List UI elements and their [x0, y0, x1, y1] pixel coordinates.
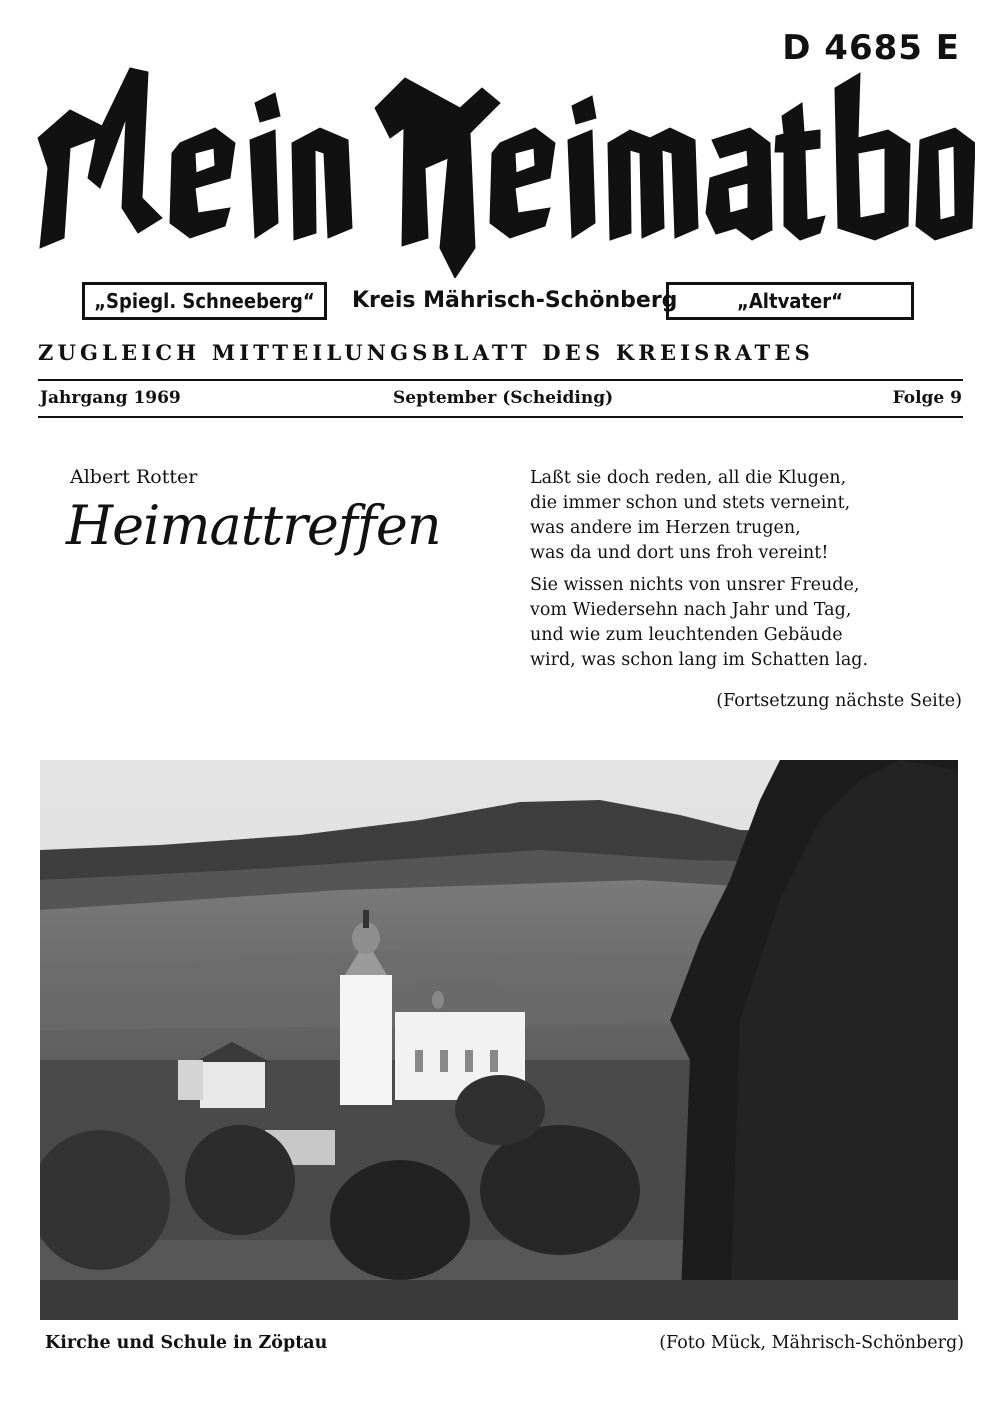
poem-stanza	[530, 573, 868, 673]
volume-year: Jahrgang 1969	[40, 388, 181, 408]
poem-line: was andere im Herzen trugen,	[530, 518, 801, 538]
issue-number: Folge 9	[892, 388, 962, 408]
poem-line: und wie zum leuchtenden Gebäude	[530, 625, 843, 645]
divider-top	[38, 379, 963, 381]
masthead-logo	[30, 48, 975, 278]
poem-line: was da und dort uns froh vereint!	[530, 543, 829, 563]
poem-line: Laßt sie doch reden, all die Klugen,	[530, 468, 847, 488]
church-photo	[40, 760, 958, 1320]
poem-stanza	[530, 466, 868, 566]
poem-line: die immer schon und stets verneint,	[530, 493, 851, 513]
photo-credit: (Foto Mück, Mährisch-Schönberg)	[659, 1333, 964, 1353]
photo-caption: Kirche und Schule in Zöptau	[45, 1333, 328, 1353]
divider-bottom	[38, 416, 963, 418]
poem-line: vom Wiedersehn nach Jahr und Tag,	[530, 600, 852, 620]
poem-line: Sie wissen nichts von unsrer Freude,	[530, 575, 860, 595]
publication-code: D 4685 E	[782, 28, 960, 68]
poem-line: wird, was schon lang im Schatten lag.	[530, 650, 869, 670]
box-altvater: „Altvater“	[666, 282, 914, 320]
subtitle: ZUGLEICH MITTEILUNGSBLATT DES KREISRATES	[38, 340, 814, 365]
poem	[530, 466, 868, 680]
box-spiegl-schneeberg: „Spiegl. Schneeberg“	[82, 282, 327, 320]
author: Albert Rotter	[70, 466, 198, 488]
article-title: Heimattreffen	[66, 494, 441, 557]
continuation-note: (Fortsetzung nächste Seite)	[716, 691, 962, 711]
issue-month: September (Scheiding)	[393, 388, 614, 408]
district-name: Kreis Mährisch-Schönberg	[352, 288, 678, 313]
